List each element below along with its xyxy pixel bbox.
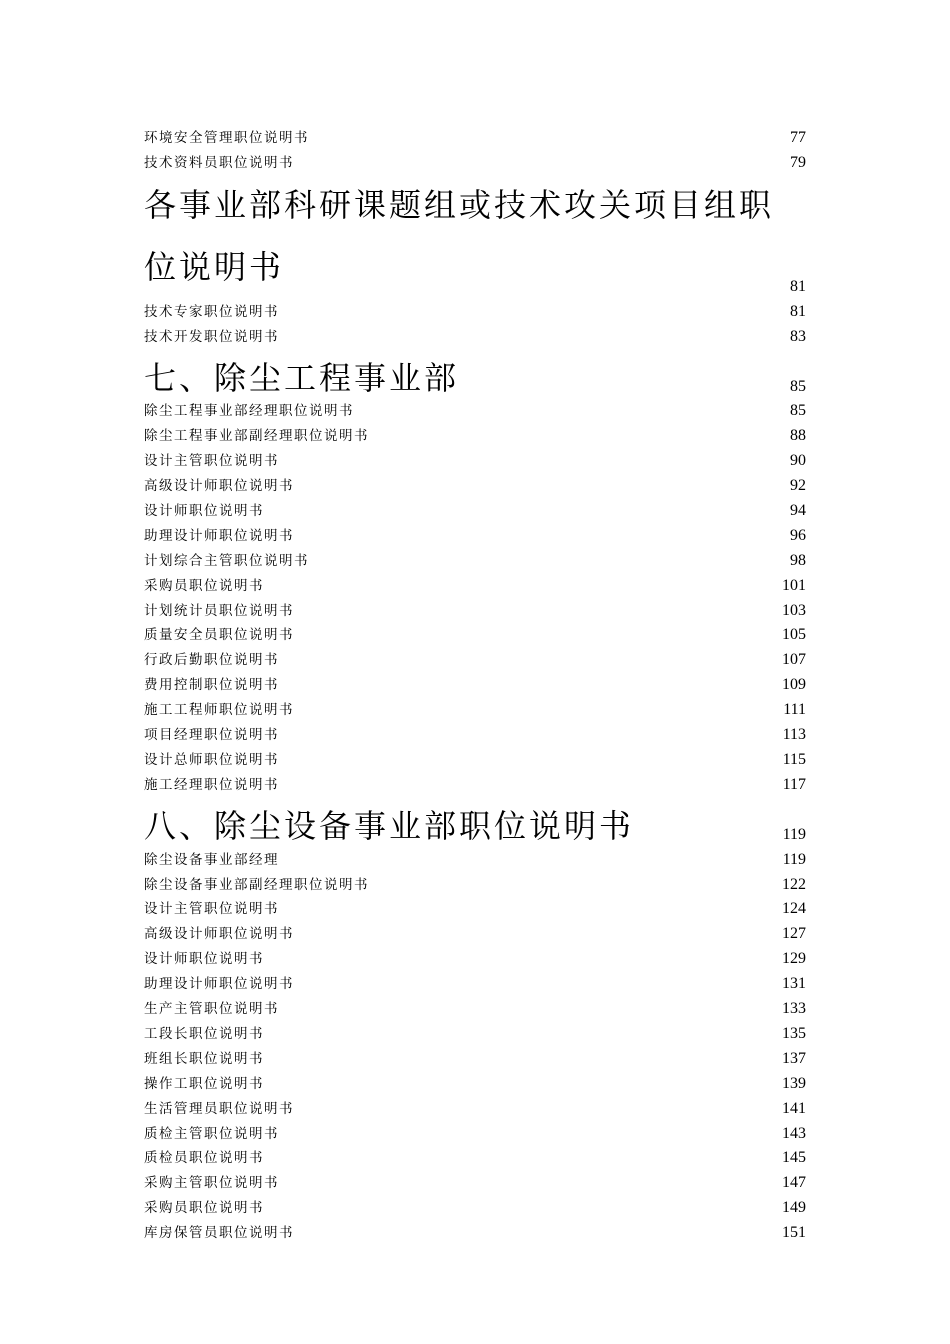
toc-page-number: 127 <box>782 925 806 943</box>
toc-entry-label: 设计师职位说明书 <box>144 951 264 968</box>
toc-entry[interactable] <box>144 522 806 547</box>
toc-page-number: 137 <box>782 1049 806 1067</box>
toc-entry-label: 施工工程师职位说明书 <box>144 702 294 719</box>
toc-entry-label: 采购主管职位说明书 <box>144 1175 279 1192</box>
toc-entry[interactable] <box>144 547 806 572</box>
toc-page-number: 85 <box>790 377 806 395</box>
toc-page-number: 90 <box>790 452 806 470</box>
toc-entry-label: 助理设计师职位说明书 <box>144 976 294 993</box>
toc-entry-label: 行政后勤职位说明书 <box>144 652 279 669</box>
toc-entry-label: 费用控制职位说明书 <box>144 677 279 694</box>
toc-entry-label: 质检主管职位说明书 <box>144 1125 279 1142</box>
toc-entry[interactable] <box>144 871 806 896</box>
toc-page-number: 129 <box>782 950 806 968</box>
toc-entry-label: 生活管理员职位说明书 <box>144 1100 294 1117</box>
toc-page-number: 101 <box>782 576 806 594</box>
toc-page-number: 124 <box>782 900 806 918</box>
toc-page-number: 117 <box>782 775 806 793</box>
toc-entry-label: 质检员职位说明书 <box>144 1150 264 1167</box>
toc-heading-label: 七、除尘工程事业部 <box>144 358 460 397</box>
toc-entry-label: 项目经理职位说明书 <box>144 727 279 744</box>
toc-entry-label: 施工经理职位说明书 <box>144 776 279 793</box>
toc-entry-label: 计划统计员职位说明书 <box>144 602 294 619</box>
toc-entry[interactable] <box>144 646 806 671</box>
toc-page-number: 81 <box>790 302 806 320</box>
toc-page-number: 109 <box>782 676 806 694</box>
toc-heading-label: 八、除尘设备事业部职位说明书 <box>144 806 635 845</box>
toc-entry[interactable] <box>144 671 806 696</box>
toc-entry-label: 助理设计师职位说明书 <box>144 527 294 544</box>
toc-page-number: 103 <box>782 601 806 619</box>
toc-entry[interactable] <box>144 696 806 721</box>
toc-page-number: 143 <box>782 1124 806 1142</box>
toc-page-number: 85 <box>790 402 806 420</box>
toc-entry-label: 库房保管员职位说明书 <box>144 1225 294 1242</box>
toc-page-number: 147 <box>782 1174 806 1192</box>
toc-page-number: 107 <box>782 651 806 669</box>
toc-page-number: 135 <box>782 1024 806 1042</box>
toc-entry-label: 生产主管职位说明书 <box>144 1001 279 1018</box>
toc-entry-label: 操作工职位说明书 <box>144 1075 264 1092</box>
toc-entry[interactable] <box>144 995 806 1020</box>
toc-entry-label: 计划综合主管职位说明书 <box>144 552 309 569</box>
toc-entry[interactable] <box>144 298 806 323</box>
toc-entry[interactable] <box>144 1020 806 1045</box>
toc-entry-label: 质量安全员职位说明书 <box>144 627 294 644</box>
toc-entry[interactable] <box>144 970 806 995</box>
toc-entry[interactable] <box>144 472 806 497</box>
toc-entry[interactable] <box>144 1194 806 1219</box>
toc-page-number: 88 <box>790 427 806 445</box>
toc-page-number: 96 <box>790 526 806 544</box>
toc-entry[interactable] <box>144 746 806 771</box>
table-of-contents <box>144 124 806 1244</box>
toc-entry[interactable] <box>144 1095 806 1120</box>
toc-page-number: 131 <box>782 975 806 993</box>
toc-entry-label: 采购员职位说明书 <box>144 577 264 594</box>
toc-entry[interactable] <box>144 1045 806 1070</box>
toc-entry-label: 技术资料员职位说明书 <box>144 154 294 171</box>
toc-entry[interactable] <box>144 721 806 746</box>
toc-entry-label: 环境安全管理职位说明书 <box>144 129 309 146</box>
toc-page-number: 98 <box>790 551 806 569</box>
toc-entry[interactable] <box>144 622 806 647</box>
toc-entry[interactable] <box>144 1120 806 1145</box>
toc-entry[interactable] <box>144 497 806 522</box>
toc-page-number: 105 <box>782 626 806 644</box>
toc-page-number: 79 <box>790 153 806 171</box>
toc-entry-label: 班组长职位说明书 <box>144 1050 264 1067</box>
toc-entry[interactable] <box>144 1070 806 1095</box>
toc-entry-label: 设计主管职位说明书 <box>144 901 279 918</box>
toc-entry[interactable] <box>144 422 806 447</box>
toc-page-number: 151 <box>782 1224 806 1242</box>
toc-page-number: 81 <box>790 277 806 295</box>
toc-section-heading[interactable] <box>144 796 806 846</box>
toc-page-number: 83 <box>790 327 806 345</box>
toc-page-number: 141 <box>782 1099 806 1117</box>
toc-page-number: 119 <box>782 825 806 843</box>
toc-entry-label: 工段长职位说明书 <box>144 1025 264 1042</box>
toc-entry-label: 除尘设备事业部经理 <box>144 851 279 868</box>
toc-page-number: 77 <box>790 128 806 146</box>
toc-page-number: 139 <box>782 1074 806 1092</box>
toc-page-number: 145 <box>782 1149 806 1167</box>
toc-page-number: 133 <box>782 1000 806 1018</box>
toc-entry[interactable] <box>144 398 806 423</box>
toc-page-number: 94 <box>790 502 806 520</box>
toc-page-number: 119 <box>782 850 806 868</box>
toc-entry[interactable] <box>144 149 806 174</box>
toc-page-number: 149 <box>782 1199 806 1217</box>
toc-section-heading[interactable] <box>144 348 806 398</box>
toc-entry[interactable] <box>144 1145 806 1170</box>
toc-entry-label: 设计主管职位说明书 <box>144 453 279 470</box>
toc-entry[interactable] <box>144 124 806 149</box>
toc-page-number: 111 <box>783 701 806 719</box>
toc-page-number: 115 <box>782 750 806 768</box>
toc-page-number: 122 <box>782 875 806 893</box>
toc-entry-label: 高级设计师职位说明书 <box>144 478 294 495</box>
toc-entry[interactable] <box>144 771 806 796</box>
toc-heading-label: 各事业部科研课题组或技术攻关项目组职位说明书 <box>144 185 775 286</box>
toc-entry-label: 设计师职位说明书 <box>144 503 264 520</box>
toc-entry[interactable] <box>144 920 806 945</box>
toc-entry[interactable] <box>144 1169 806 1194</box>
toc-entry[interactable] <box>144 1219 806 1244</box>
toc-entry[interactable] <box>144 572 806 597</box>
toc-entry-label: 采购员职位说明书 <box>144 1200 264 1217</box>
toc-entry[interactable] <box>144 597 806 622</box>
toc-entry[interactable] <box>144 846 806 871</box>
toc-entry-label: 设计总师职位说明书 <box>144 751 279 768</box>
toc-entry[interactable] <box>144 447 806 472</box>
toc-entry-label: 高级设计师职位说明书 <box>144 926 294 943</box>
toc-page-number: 113 <box>782 726 806 744</box>
toc-entry[interactable] <box>144 945 806 970</box>
toc-entry[interactable] <box>144 896 806 921</box>
toc-page-number: 92 <box>790 477 806 495</box>
toc-entry-label: 除尘设备事业部副经理职位说明书 <box>144 876 369 893</box>
toc-entry-label: 技术开发职位说明书 <box>144 328 279 345</box>
toc-section-heading[interactable] <box>144 174 806 298</box>
toc-entry[interactable] <box>144 323 806 348</box>
toc-entry-label: 除尘工程事业部经理职位说明书 <box>144 403 354 420</box>
toc-entry-label: 技术专家职位说明书 <box>144 303 279 320</box>
toc-entry-label: 除尘工程事业部副经理职位说明书 <box>144 428 369 445</box>
